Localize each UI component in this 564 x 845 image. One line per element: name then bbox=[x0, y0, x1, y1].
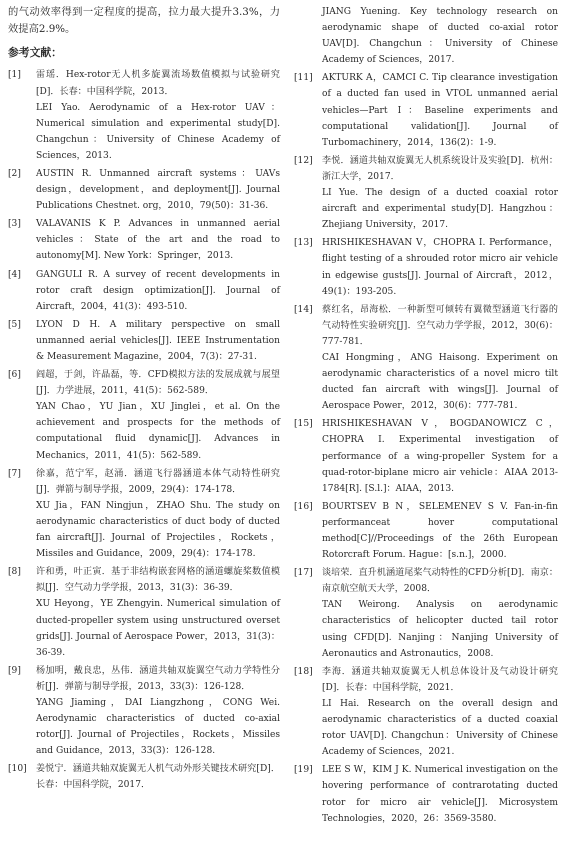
reference-item bbox=[8, 216, 280, 264]
reference-translation: LEI Yao. Aerodynamic of a Hex-rotor UAV：Numerical simulation and experimental study[D]. Changchun：University of Chinese Academy of Sciences，2013. bbox=[36, 102, 280, 161]
reference-number: [9] bbox=[8, 665, 21, 676]
reference-text: GANGULI R. A survey of recent developments in rotor craft design optimization[J]. Journal of Aircraft，2004，41(3)：493-510. bbox=[36, 269, 280, 312]
reference-number: [2] bbox=[8, 168, 21, 179]
reference-item bbox=[8, 466, 280, 563]
reference-number: [18] bbox=[294, 666, 313, 677]
reference-number: [6] bbox=[8, 370, 21, 381]
reference-translation: XU Jia，FAN Ningjun，ZHAO Shu. The study on aerodynamic characteristics of duct body of ducted fan aircraft[J]. Journal of Projectiles，Rockets，Missiles and Guidance，2009，29(4)：174-178. bbox=[36, 500, 280, 560]
reference-item bbox=[294, 664, 558, 761]
reference-item bbox=[8, 761, 280, 793]
reference-text: 李海．涵道共轴双旋翼无人机总体设计及气动设计研究[D]．长春：中国科学院，2021． bbox=[322, 666, 558, 693]
reference-item bbox=[8, 564, 280, 661]
reference-text: 姜悦宁．涵道共轴双旋翼无人机气动外形关键技术研究[D]．长春：中国科学院，2017． bbox=[36, 764, 280, 791]
reference-continuation bbox=[294, 4, 558, 68]
reference-item bbox=[294, 235, 558, 299]
reference-number: [1] bbox=[8, 70, 21, 81]
reference-number: [4] bbox=[8, 269, 21, 280]
reference-item bbox=[294, 416, 558, 496]
reference-text: LYON D H. A military perspective on small unmanned aerial vehicles[J]. IEEE Instrumentation & Measurement Magazine，2004，7(3)：27-31. bbox=[36, 319, 280, 362]
reference-number: [3] bbox=[8, 219, 21, 230]
reference-text: 李悦．涵道共轴双旋翼无人机系统设计及实验[D]．杭州：浙江大学，2017． bbox=[322, 155, 558, 182]
reference-text: HRISHIKESHAVAN V，CHOPRA I. Performance，flight testing of a shrouded rotor micro air vehicle in edgewise gusts[J]. Journal of Aircraft，2012，49(1)：193-205. bbox=[322, 238, 558, 297]
reference-item bbox=[8, 67, 280, 164]
reference-text: BOURTSEV B N，SELEMENEV S V. Fan-in-fin performanceat hover computational method[C]//Proceedings of the 26th European Rotorcraft Forum. Hague：[s.n.]，2000. bbox=[322, 501, 558, 561]
reference-item bbox=[294, 70, 558, 150]
left-reference-list bbox=[8, 67, 280, 793]
reference-item bbox=[8, 267, 280, 315]
reference-item bbox=[294, 153, 558, 233]
reference-item bbox=[294, 762, 558, 826]
reference-number: [8] bbox=[8, 567, 21, 578]
left-column bbox=[8, 4, 280, 796]
references-heading: 参考文献： bbox=[8, 46, 62, 60]
reference-item bbox=[8, 367, 280, 464]
reference-translation: LI Hai. Research on the overall design and aerodynamic characteristics of a ducted coaxial rotor UAV[D]. Changchun：University of Chinese Academy of Sciences，2021. bbox=[322, 698, 558, 758]
reference-number: [15] bbox=[294, 419, 313, 430]
reference-number: [13] bbox=[294, 238, 313, 249]
intro-paragraph: 的气动效率得到一定程度的提高，拉力最大提升3.3%，力效提高2.9%。 bbox=[8, 6, 280, 36]
reference-text: 许和勇，叶正寅．基于非结构嵌套网格的涵道螺旋桨数值模拟[J]．空气动力学学报，2013，31(3)：36-39． bbox=[36, 567, 280, 594]
reference-number: [19] bbox=[294, 765, 313, 776]
reference-text: VALAVANIS K P. Advances in unmanned aerial vehicles：State of the art and the road to autonomy[M]. New York：Springer，2013. bbox=[36, 219, 280, 262]
reference-number: [10] bbox=[8, 764, 27, 775]
reference-text: 阎超，于剑，许晶磊，等．CFD模拟方法的发展成就与展望[J]．力学进展，2011，41(5)：562-589． bbox=[36, 370, 280, 397]
reference-translation: LI Yue. The design of a ducted coaxial rotor aircraft and experimental study[D]. Hangzhou：Zhejiang University，2017. bbox=[322, 188, 558, 231]
reference-translation: YANG Jiaming，DAI Liangzhong，CONG Wei. Aerodynamic characteristics of ducted co-axial rotor[J]. Journal of Projectiles，Rockets，Missiles and Guidance，2013，33(3)：126-128. bbox=[36, 697, 280, 757]
reference-number: [12] bbox=[294, 155, 313, 166]
reference-item bbox=[8, 166, 280, 214]
reference-text: LEE S W，KIM J K. Numerical investigation on the hovering performance of contrarotating ducted rotor for micro air vehicle[J]. Microsystem Technologies，2020，26：3569-3580. bbox=[322, 765, 558, 824]
reference-number: [5] bbox=[8, 319, 21, 330]
reference-text: 谈培荣．直升机涵道尾桨气动特性的CFD分析[D]．南京：南京航空航天大学，2008． bbox=[322, 568, 558, 595]
reference-item bbox=[8, 317, 280, 365]
reference-number: [16] bbox=[294, 501, 313, 512]
reference-text: AKTURK A，CAMCI C. Tip clearance investigation of a ducted fan used in VTOL unmanned aerial vehicles—Part I：Baseline experiments and computational validation[J]. Journal of Turbomachinery，2014，136(2)：1-9. bbox=[322, 73, 558, 148]
reference-number: [14] bbox=[294, 304, 313, 315]
reference-text: HRISHIKESHAVAN V，BOGDANOWICZ C，CHOPRA I. Experimental investigation of performance of a wing-propeller System for a quad-rotor-biplane micro air vehicle：AIAA 2013-1784[R]. [S.l.]：AIAA，2013. bbox=[322, 419, 558, 494]
reference-text: 杨加明，戴良忠，丛伟．涵道共轴双旋翼空气动力学特性分析[J]．弹箭与制导学报，2013，33(3)：126-128． bbox=[36, 665, 280, 692]
reference-continuation-text: JIANG Yuening. Key technology research on aerodynamic shape of ducted co-axial rotor UAV[D]. Changchun：University of Chinese Academy of Sciences，2017. bbox=[322, 7, 558, 66]
reference-translation: CAI Hongming，ANG Haisong. Experiment on aerodynamic characteristics of a novel micro tilt ducted fan aircraft with wings[J]. Journal of Aerospace Power，2012，30(6)：777-781. bbox=[322, 352, 558, 412]
reference-text: 蔡红名，昂海松．一种新型可倾转有翼微型涵道飞行器的气动特性实验研究[J]．空气动力学学报，2012，30(6)：777-781． bbox=[322, 304, 558, 347]
reference-text: 徐嘉，范宁军，赵涌．涵道飞行器涵道本体气动特性研究[J]．弹箭与制导学报，2009，29(4)：174-178． bbox=[36, 468, 280, 495]
reference-translation: TAN Weirong. Analysis on aerodynamic characteristics of helicopter ducted tail rotor using CFD[D]. Nanjing：Nanjing University of Aeronautics and Astronautics，2008. bbox=[322, 600, 558, 659]
reference-text: AUSTIN R. Unmanned aircraft systems：UAVs design，development，and deployment[J]. Journal Publications Chestnet. org，2010，79(50)：31-36. bbox=[36, 168, 280, 212]
right-reference-list bbox=[294, 70, 558, 826]
right-column bbox=[294, 4, 558, 829]
reference-item bbox=[294, 499, 558, 563]
reference-item bbox=[294, 302, 558, 415]
reference-translation: XU Heyong，YE Zhengyin. Numerical simulation of ducted-propeller system using unstructured overset grids[J]. Journal of Aerospace Power，2013，31(3)：36-39. bbox=[36, 599, 280, 658]
reference-number: [7] bbox=[8, 468, 21, 479]
reference-item bbox=[8, 663, 280, 760]
reference-item bbox=[294, 565, 558, 662]
reference-number: [17] bbox=[294, 568, 313, 579]
reference-text: 雷瑶．Hex-rotor无人机多旋翼流场数值模拟与试验研究[D]．长春：中国科学院，2013． bbox=[36, 70, 280, 97]
reference-translation: YAN Chao，YU Jian，XU Jinglei，et al. On the achievement and prospects for the methods of computational fluid dynamic[J]. Advances in Mechanics，2011，41(5)：562-589. bbox=[36, 402, 280, 461]
reference-number: [11] bbox=[294, 73, 313, 84]
